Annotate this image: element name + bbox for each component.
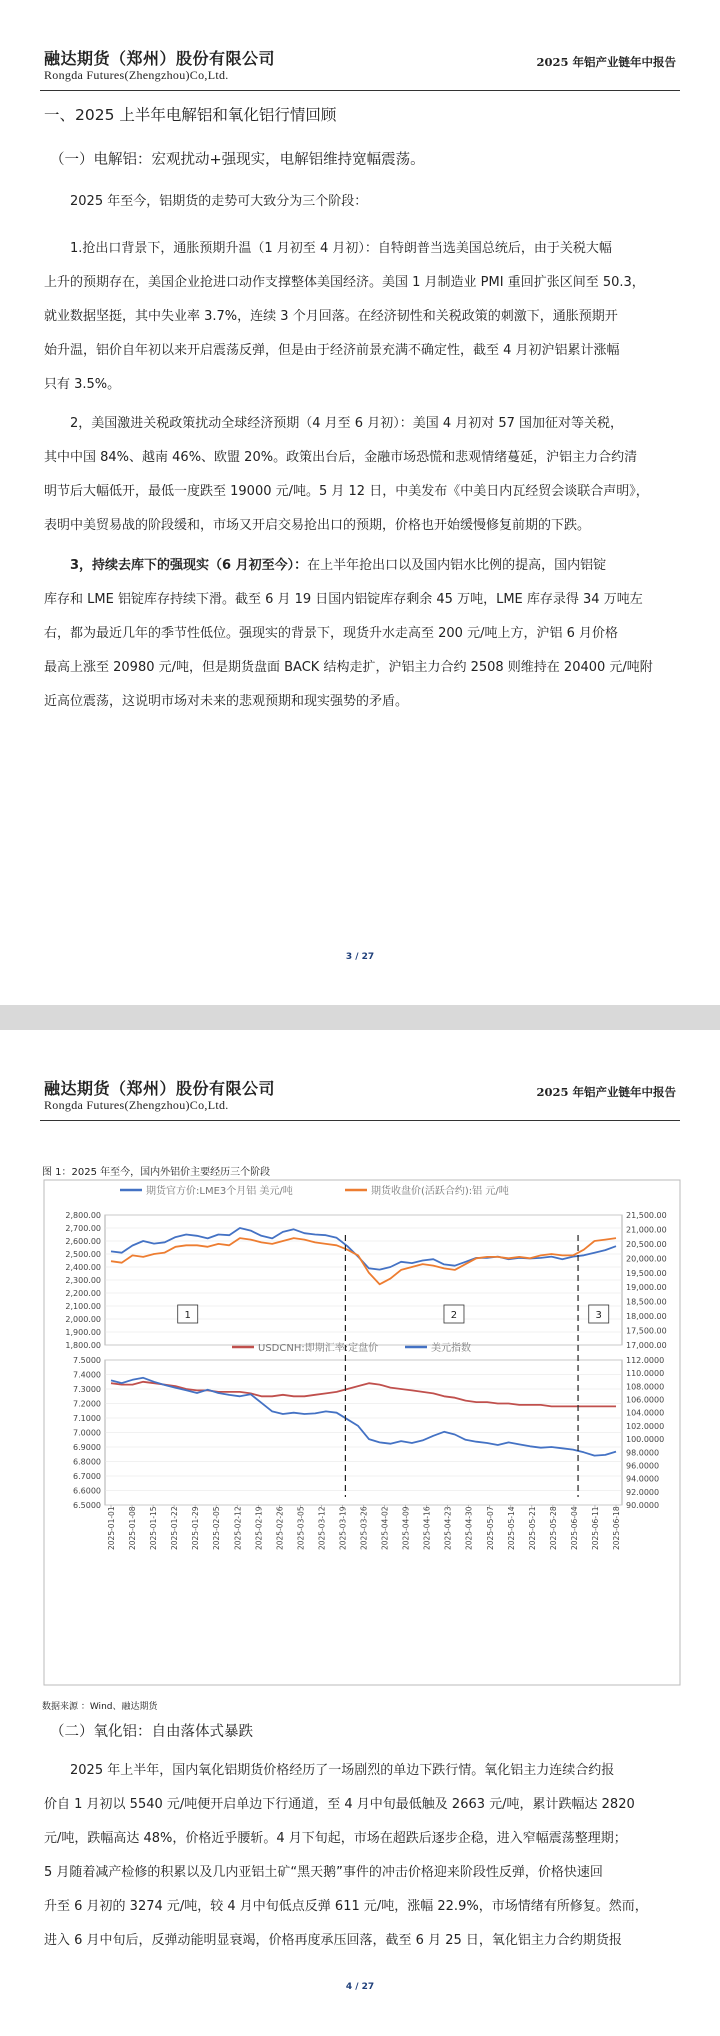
x-tick-label: 2025-02-26 xyxy=(275,1506,285,1550)
top_left_ticks-tick-label: 2,800.00 xyxy=(65,1211,101,1220)
top_right_ticks-tick-label: 17,000.00 xyxy=(626,1341,667,1350)
subsection-title: （一）电解铝：宏观扰动+强现实，电解铝维持宽幅震荡。 xyxy=(50,152,425,168)
top_right_ticks-tick-label: 18,500.00 xyxy=(626,1297,667,1307)
top_left_ticks-tick-label: 2,200.00 xyxy=(65,1289,101,1298)
x-tick-label: 2025-03-19 xyxy=(338,1506,348,1550)
text-line: 最高上涨至 20980 元/吨，但是期货盘面 BACK 结构走扩，沪铝主力合约 2508 则维持在 20400 元/吨附 xyxy=(44,660,653,675)
top_right_ticks-tick-label: 21,500.00 xyxy=(626,1211,667,1220)
report-title: 2025 年铝产业链年中报告 xyxy=(536,1085,676,1099)
page-header xyxy=(40,40,680,91)
bottom_left_ticks-tick-label: 6.5000 xyxy=(73,1501,101,1510)
alumina-paragraph xyxy=(44,1754,680,1958)
text-span: 在上半年抢出口以及国内铝水比例的提高，国内铝锭 xyxy=(307,558,607,573)
x-tick-label: 2025-03-05 xyxy=(296,1506,306,1550)
section-title: 一、2025 上半年电解铝和氧化铝行情回顾 xyxy=(44,106,337,124)
bottom_left_ticks-tick-label: 7.2000 xyxy=(73,1399,101,1409)
x-tick-label: 2025-01-08 xyxy=(128,1506,138,1550)
text-line xyxy=(44,549,680,583)
page-number: 4 / 27 xyxy=(345,1982,375,1992)
top_left_ticks-tick-label: 2,600.00 xyxy=(65,1237,101,1246)
x-tick-label: 2025-02-12 xyxy=(233,1506,243,1550)
bottom_right_ticks-tick-label: 112.0000 xyxy=(626,1356,665,1365)
text-line: 上升的预期存在，美国企业抢进口动作支撑整体美国经济。美国 1 月制造业 PMI 重回扩张区间至 50.3， xyxy=(44,275,645,290)
top_left_ticks-tick-label: 1,800.00 xyxy=(65,1341,101,1350)
aluminum-price-chart xyxy=(0,1175,720,1695)
top_right_ticks-tick-label: 20,500.00 xyxy=(626,1239,667,1249)
phase-3-paragraph xyxy=(44,549,680,719)
x-tick-label: 2025-03-12 xyxy=(317,1506,327,1550)
x-tick-label: 2025-04-09 xyxy=(401,1506,411,1550)
x-tick-label: 2025-01-01 xyxy=(107,1506,116,1550)
text-line: 表明中美贸易战的阶段缓和，市场又开启交易抢出口的预期，价格也开始缓慢修复前期的下跌。 xyxy=(44,518,591,533)
bottom_right_ticks-tick-label: 92.0000 xyxy=(626,1487,660,1497)
bottom_right_ticks-tick-label: 98.0000 xyxy=(626,1448,660,1458)
text-line: 升至 6 月初的 3274 元/吨，较 4 月中旬低点反弹 611 元/吨，涨幅 22.9%，市场情绪有所修复。然而， xyxy=(44,1899,648,1914)
text-line: 右，都为最近几年的季节性低位。强现实的背景下，现货升水走高至 200 元/吨上方，沪铝 6 月价格 xyxy=(44,626,618,641)
x-tick-label: 2025-01-15 xyxy=(149,1506,159,1550)
report-title: 2025 年铝产业链年中报告 xyxy=(536,55,676,69)
x-tick-label: 2025-04-16 xyxy=(422,1506,432,1550)
legend-label: USDCNH:即期汇率:定盘价 xyxy=(258,1343,379,1354)
x-tick-label: 2025-05-07 xyxy=(485,1506,495,1550)
top_left_ticks-tick-label: 2,400.00 xyxy=(65,1263,101,1272)
top_left_ticks-tick-label: 2,100.00 xyxy=(65,1302,101,1311)
text-line: 元/吨，跌幅高达 48%，价格近乎腰斩。4 月下旬起，市场在超跌后逐步企稳，进入窄幅震荡整理期； xyxy=(44,1831,627,1846)
x-tick-label: 2025-04-30 xyxy=(464,1506,474,1550)
bottom_left_ticks-tick-label: 7.0000 xyxy=(73,1428,101,1438)
text-line: 只有 3.5%。 xyxy=(44,377,121,392)
top_right_ticks-tick-label: 19,000.00 xyxy=(626,1283,667,1293)
company-name-en: Rongda Futures(Zhengzhou)Co,Ltd. xyxy=(44,1098,229,1112)
x-tick-label: 2025-05-14 xyxy=(506,1506,516,1550)
page-number: 3 / 27 xyxy=(345,952,375,962)
company-name-cn: 融达期货（郑州）股份有限公司 xyxy=(44,1079,276,1098)
bottom_left_ticks-tick-label: 7.4000 xyxy=(73,1370,101,1380)
text-line: 其中中国 84%、越南 46%、欧盟 20%。政策出台后，金融市场恐慌和悲观情绪蔓延，沪铝主力合约清 xyxy=(44,450,638,465)
x-tick-label: 2025-02-05 xyxy=(212,1506,222,1550)
bottom_left_ticks-tick-label: 6.9000 xyxy=(73,1443,101,1452)
bottom_right_ticks-tick-label: 108.0000 xyxy=(626,1382,665,1392)
legend-label: 期货收盘价(活跃合约):铝 元/吨 xyxy=(371,1186,509,1197)
text-line: 2，美国激进关税政策扰动全球经济预期（4 月至 6 月初）：美国 4 月初对 57 国加征对等关税， xyxy=(70,416,624,431)
top_right_ticks-tick-label: 20,000.00 xyxy=(626,1254,667,1264)
bottom_right_ticks-tick-label: 106.0000 xyxy=(626,1395,665,1405)
text-line: 就业数据坚挺，其中失业率 3.7%，连续 3 个月回落。在经济韧性和关税政策的刺激下，通胀预期开 xyxy=(44,309,618,324)
figure-caption: 图 1：2025 年至今，国内外铝价主要经历三个阶段 xyxy=(42,1167,271,1178)
text-line: 始升温，铝价自年初以来开启震荡反弹，但是由于经济前景充满不确定性，截至 4 月初沪铝累计涨幅 xyxy=(44,343,620,358)
data-source: 数据来源 ：Wind、融达期货 xyxy=(42,1702,158,1712)
text-line: 明节后大幅低开，最低一度跌至 19000 元/吨。5 月 12 日，中美发布《中美日内瓦经贸会谈联合声明》， xyxy=(44,484,649,499)
top_left_ticks-tick-label: 2,000.00 xyxy=(65,1315,101,1324)
x-tick-label: 2025-01-22 xyxy=(170,1506,180,1550)
x-tick-label: 2025-04-02 xyxy=(380,1506,390,1550)
bottom_left_ticks-tick-label: 6.7000 xyxy=(73,1472,101,1481)
top_right_ticks-tick-label: 18,000.00 xyxy=(626,1312,667,1322)
text-line: 库存和 LME 铝锭库存持续下滑。截至 6 月 19 日国内铝锭库存剩余 45 万吨，LME 库存录得 34 万吨左 xyxy=(44,592,643,607)
page-3 xyxy=(0,0,720,1005)
intro-paragraph: 2025 年至今，铝期货的走势可大致分为三个阶段： xyxy=(70,194,368,209)
top_left_ticks-tick-label: 2,300.00 xyxy=(65,1276,101,1285)
phase-label: 3 xyxy=(595,1310,602,1321)
company-name-cn: 融达期货（郑州）股份有限公司 xyxy=(44,49,276,68)
bottom_left_ticks-tick-label: 7.3000 xyxy=(73,1385,101,1394)
phase-2-paragraph xyxy=(44,407,680,543)
bottom_right_ticks-tick-label: 110.0000 xyxy=(626,1369,665,1379)
bottom_left_ticks-tick-label: 7.5000 xyxy=(73,1356,101,1365)
top_right_ticks-tick-label: 19,500.00 xyxy=(626,1268,667,1278)
text-line: 进入 6 月中旬后，反弹动能明显衰竭，价格再度承压回落，截至 6 月 25 日，氧化铝主力合约期货报 xyxy=(44,1933,622,1948)
x-tick-label: 2025-06-04 xyxy=(569,1506,579,1550)
x-tick-label: 2025-01-29 xyxy=(191,1506,201,1550)
x-tick-label: 2025-02-19 xyxy=(254,1506,264,1550)
x-tick-label: 2025-05-28 xyxy=(548,1506,558,1550)
x-tick-label: 2025-03-26 xyxy=(359,1506,369,1550)
x-tick-label: 2025-06-18 xyxy=(612,1506,621,1550)
text-line: 近高位震荡，这说明市场对未来的悲观预期和现实强势的矛盾。 xyxy=(44,694,409,709)
bottom_left_ticks-tick-label: 7.1000 xyxy=(73,1414,101,1423)
bottom_right_ticks-tick-label: 94.0000 xyxy=(626,1474,660,1484)
bottom_right_ticks-tick-label: 102.0000 xyxy=(626,1421,665,1431)
bottom_right_ticks-tick-label: 100.0000 xyxy=(626,1435,665,1445)
legend-label: 美元指数 xyxy=(431,1343,471,1354)
phase-label: 1 xyxy=(184,1310,191,1321)
x-tick-label: 2025-06-11 xyxy=(590,1506,600,1550)
bottom_left_ticks-tick-label: 6.8000 xyxy=(73,1457,101,1467)
subsection-title-alumina: （二）氧化铝：自由落体式暴跌 xyxy=(50,1724,253,1740)
company-name-en: Rongda Futures(Zhengzhou)Co,Ltd. xyxy=(44,68,229,82)
top_right_ticks-tick-label: 17,500.00 xyxy=(626,1326,667,1336)
top_left_ticks-tick-label: 2,700.00 xyxy=(65,1224,101,1233)
bottom_right_ticks-tick-label: 104.0000 xyxy=(626,1408,665,1418)
legend-label: 期货官方价:LME3个月铝 美元/吨 xyxy=(146,1186,293,1197)
phase-label: 2 xyxy=(450,1310,458,1321)
text-line: 2025 年上半年，国内氧化铝期货价格经历了一场剧烈的单边下跌行情。氧化铝主力连续合约报 xyxy=(70,1763,615,1778)
x-tick-label: 2025-04-23 xyxy=(443,1506,453,1550)
phase-3-heading: 3，持续去库下的强现实（6 月初至今）： xyxy=(70,558,308,573)
top_left_ticks-tick-label: 2,500.00 xyxy=(65,1250,101,1259)
text-line: 价自 1 月初以 5540 元/吨便开启单边下行通道，至 4 月中旬最低触及 2663 元/吨，累计跌幅达 2820 xyxy=(44,1797,635,1812)
text-line: 5 月随着减产检修的积累以及几内亚铝土矿“黑天鹅”事件的冲击价格迎来阶段性反弹，价格快速回 xyxy=(44,1865,603,1880)
bottom_right_ticks-tick-label: 96.0000 xyxy=(626,1461,660,1471)
page-header xyxy=(40,1070,680,1121)
bottom_right_ticks-tick-label: 90.0000 xyxy=(626,1501,660,1510)
top_left_ticks-tick-label: 1,900.00 xyxy=(65,1328,101,1337)
phase-1-paragraph xyxy=(44,232,680,402)
bottom_left_ticks-tick-label: 6.6000 xyxy=(73,1486,101,1496)
top_right_ticks-tick-label: 21,000.00 xyxy=(626,1225,667,1235)
text-line: 1.抢出口背景下，通胀预期升温（1 月初至 4 月初）：自特朗普当选美国总统后，由于关税大幅 xyxy=(70,241,612,256)
x-tick-label: 2025-05-21 xyxy=(527,1506,537,1550)
